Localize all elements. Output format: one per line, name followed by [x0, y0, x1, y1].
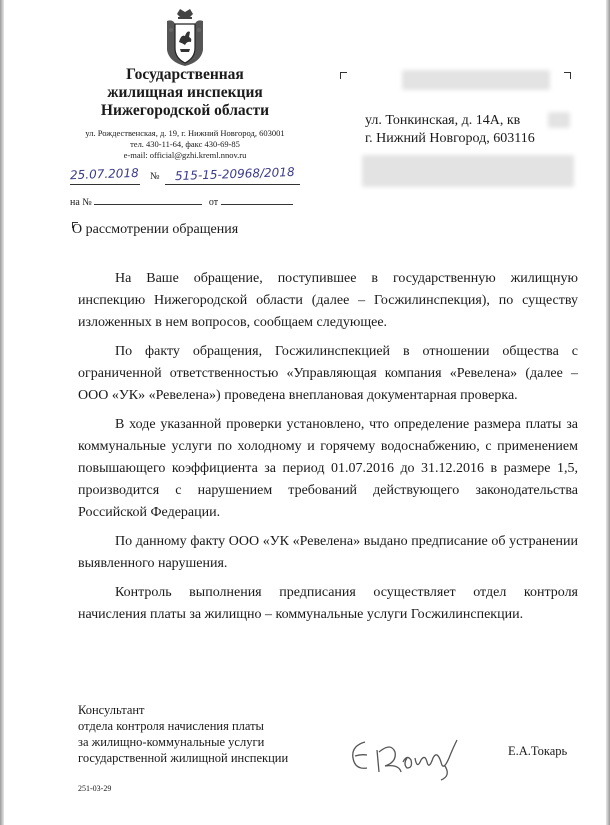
- reference-number-blank: [94, 195, 202, 205]
- reference-na-label: на №: [70, 197, 92, 208]
- address-street: ул. Тонкинская, д. 14А, кв: [365, 113, 521, 128]
- position-line: отдела контроля начисления платы: [78, 719, 264, 733]
- letter-body: [78, 268, 578, 633]
- address-corner-left: [340, 72, 347, 79]
- position-line: государственной жилищной инспекции: [78, 751, 289, 765]
- address-city: г. Нижний Новгород, 603116: [365, 131, 535, 146]
- subject: О рассмотрении обращения: [72, 222, 239, 237]
- org-email: e-mail: official@gzhi.kreml.nnov.ru: [123, 150, 247, 160]
- number-underline: [165, 184, 300, 185]
- org-name-line: Государственная: [126, 66, 244, 83]
- redacted-extra: [362, 155, 574, 187]
- body-paragraph: Контроль выполнения предписания осуществляет отдел контроля начисления платы за жилищно – коммунальные услуги Госжилинспекции.: [78, 585, 578, 622]
- registration-date: 25.07.2018: [69, 165, 139, 183]
- document-code: 251-03-29: [78, 784, 112, 793]
- registration-line: [69, 164, 320, 187]
- body-paragraph: В ходе указанной проверки установлено, что определение размера платы за коммунальные услуги по холодному и горячему водоснабжению, с применением повышающего коэффициента за период 01.07.2016 до 31.12.2016 в размере 1,5, производится с нарушением требований действующего законодательства Российской Федерации.: [78, 417, 578, 520]
- reference-line: [70, 195, 293, 208]
- body-paragraph: По данному факту ООО «УК «Ревелена» выдано предписание об устранении выявленного нарушения.: [78, 534, 578, 571]
- position-line: за жилищно-коммунальные услуги: [78, 735, 265, 749]
- page-edge-left: [0, 0, 4, 825]
- org-address: ул. Рождественская, д. 19, г. Нижний Новгород, 603001: [85, 128, 285, 138]
- coat-of-arms-icon: [163, 8, 207, 68]
- org-phone: тел. 430-11-64, факс 430-69-85: [130, 139, 240, 149]
- signatory-position: [78, 702, 288, 766]
- redacted-name: [402, 70, 550, 90]
- org-name-line: Нижегородской области: [100, 102, 270, 119]
- signer-name: Е.А.Токарь: [508, 744, 568, 758]
- registration-no-label: №: [150, 171, 160, 182]
- registration-number: 515-15-20968/2018: [174, 164, 295, 184]
- handwritten-signature: [345, 728, 475, 783]
- addressee-address: [365, 112, 535, 148]
- reference-date-blank: [221, 195, 293, 205]
- body-paragraph: На Ваше обращение, поступившее в государственную жилищную инспекцию Нижегородской области (далее – Госжилинспекция), по существу изложенных в нем вопросов, сообщаем следующее.: [78, 271, 578, 330]
- reference-ot-label: от: [208, 197, 219, 208]
- org-contacts: [60, 128, 310, 161]
- org-name-line: жилищная инспекция: [107, 84, 263, 101]
- date-underline: [70, 184, 140, 185]
- page-edge-right: [606, 0, 610, 825]
- org-name: [60, 66, 310, 120]
- address-corner-right: [564, 72, 571, 79]
- redacted-apartment: [548, 112, 570, 128]
- position-line: Консультант: [78, 703, 145, 717]
- body-paragraph: По факту обращения, Госжилинспекцией в отношении общества с ограниченной ответственностью «Управляющая компания «Ревелена» (далее – ООО «УК» «Ревелена») проведена внеплановая документарная проверка.: [78, 344, 578, 403]
